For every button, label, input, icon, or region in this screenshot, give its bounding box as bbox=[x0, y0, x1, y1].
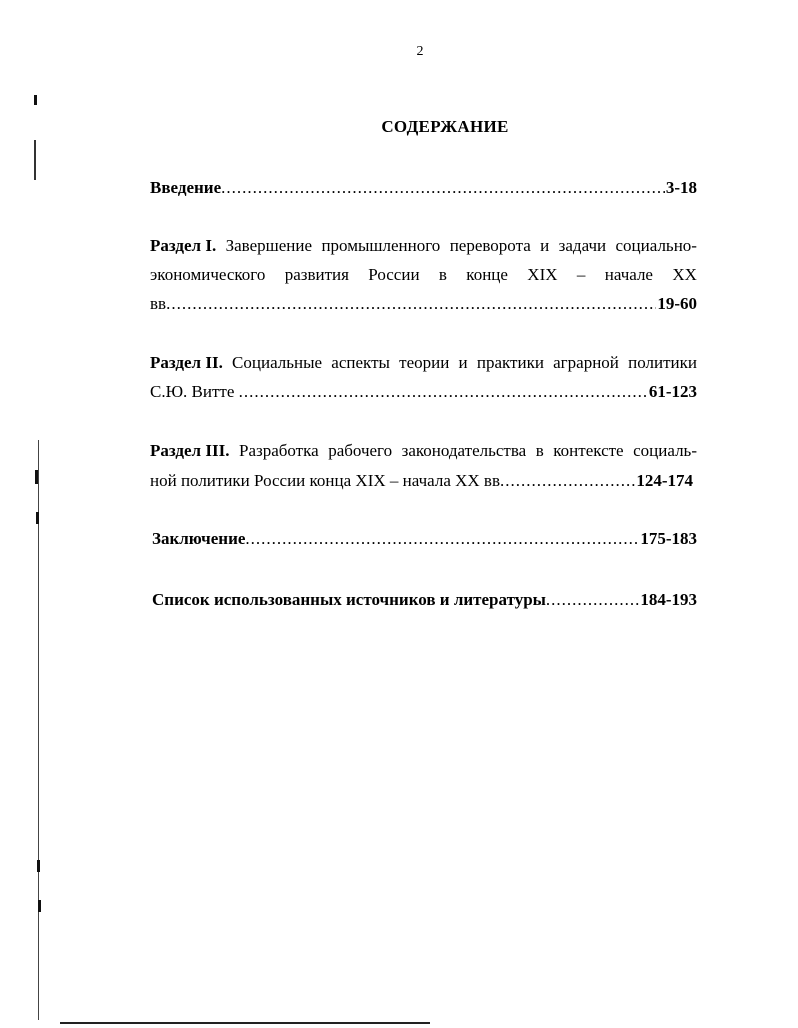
toc-word: в bbox=[535, 441, 544, 460]
toc-sources-label: Список использованных источников и литературы bbox=[152, 590, 546, 609]
page-title: СОДЕРЖАНИЕ bbox=[381, 117, 509, 136]
toc-word: контексте bbox=[553, 441, 624, 460]
toc-section2-line1 bbox=[150, 353, 697, 373]
toc-word: – bbox=[576, 265, 586, 284]
toc-entry-intro bbox=[150, 178, 697, 198]
toc-section3-line1 bbox=[150, 441, 697, 461]
toc-word: социально- bbox=[615, 236, 697, 255]
toc-word: социаль- bbox=[633, 441, 697, 460]
toc-section3-line2 bbox=[150, 471, 693, 491]
toc-word: аграрной bbox=[553, 353, 619, 372]
toc-word: Социальные bbox=[232, 353, 323, 372]
toc-word: экономического bbox=[150, 265, 266, 284]
toc-leader-dots bbox=[221, 178, 665, 198]
toc-word: развития bbox=[284, 265, 349, 284]
toc-word: России bbox=[368, 265, 420, 284]
toc-section3-pages: 124-174 bbox=[636, 471, 693, 490]
toc-leader-dots bbox=[500, 471, 635, 491]
toc-word: XX bbox=[672, 265, 697, 284]
toc-section3-prefix: Раздел III. bbox=[150, 441, 230, 460]
toc-word: переворота bbox=[449, 236, 531, 255]
toc-section1-line1 bbox=[150, 236, 697, 256]
toc-intro-label: Введение bbox=[150, 178, 222, 197]
scan-edge-tick bbox=[37, 860, 40, 872]
toc-entry-conclusion bbox=[152, 529, 697, 549]
toc-word: политики bbox=[628, 353, 697, 372]
scan-edge-tick bbox=[36, 512, 39, 524]
toc-word: законодательства bbox=[401, 441, 527, 460]
toc-word: рабочего bbox=[328, 441, 393, 460]
toc-section1-pages: 19-60 bbox=[657, 294, 697, 313]
toc-section2-prefix: Раздел II. bbox=[150, 353, 223, 372]
scan-edge-tick bbox=[34, 95, 37, 105]
toc-leader-dots bbox=[546, 590, 639, 610]
scan-edge-tick bbox=[35, 470, 38, 484]
toc-section2-pages: 61-123 bbox=[648, 382, 697, 401]
toc-word: и bbox=[540, 236, 550, 255]
toc-sources-pages: 184-193 bbox=[640, 590, 697, 609]
toc-conclusion-label: Заключение bbox=[152, 529, 246, 548]
toc-word: и bbox=[458, 353, 468, 372]
toc-word: теории bbox=[399, 353, 450, 372]
toc-section2-tail: С.Ю. Витте bbox=[150, 382, 239, 401]
toc-word: XIX bbox=[527, 265, 558, 284]
toc-word: конце bbox=[466, 265, 508, 284]
toc-section2-line2 bbox=[150, 382, 697, 402]
toc-word: практики bbox=[476, 353, 544, 372]
scan-edge-tick bbox=[34, 140, 36, 180]
toc-word: Завершение bbox=[225, 236, 313, 255]
toc-leader-dots bbox=[166, 294, 656, 314]
toc-leader-dots bbox=[239, 382, 648, 402]
toc-word: в bbox=[438, 265, 447, 284]
scan-edge-line bbox=[38, 440, 39, 1020]
toc-word: промышленного bbox=[321, 236, 441, 255]
scan-bottom-line bbox=[60, 1022, 430, 1024]
scan-edge-tick bbox=[38, 900, 41, 912]
toc-word: задачи bbox=[558, 236, 607, 255]
toc-word: начале bbox=[604, 265, 653, 284]
toc-section1-tail: вв bbox=[150, 294, 167, 313]
page-number: 2 bbox=[416, 44, 424, 59]
toc-leader-dots bbox=[245, 529, 639, 549]
toc-word: аспекты bbox=[331, 353, 390, 372]
toc-entry-sources bbox=[152, 590, 697, 610]
toc-section1-prefix: Раздел I. bbox=[150, 236, 217, 255]
toc-section3-tail: ной политики России конца XIX – начала XX вв bbox=[150, 471, 500, 490]
toc-section1-line2 bbox=[150, 265, 697, 285]
toc-word: Разработка bbox=[238, 441, 319, 460]
toc-section1-line3 bbox=[150, 294, 697, 314]
toc-intro-pages: 3-18 bbox=[665, 178, 697, 197]
toc-conclusion-pages: 175-183 bbox=[640, 529, 697, 548]
